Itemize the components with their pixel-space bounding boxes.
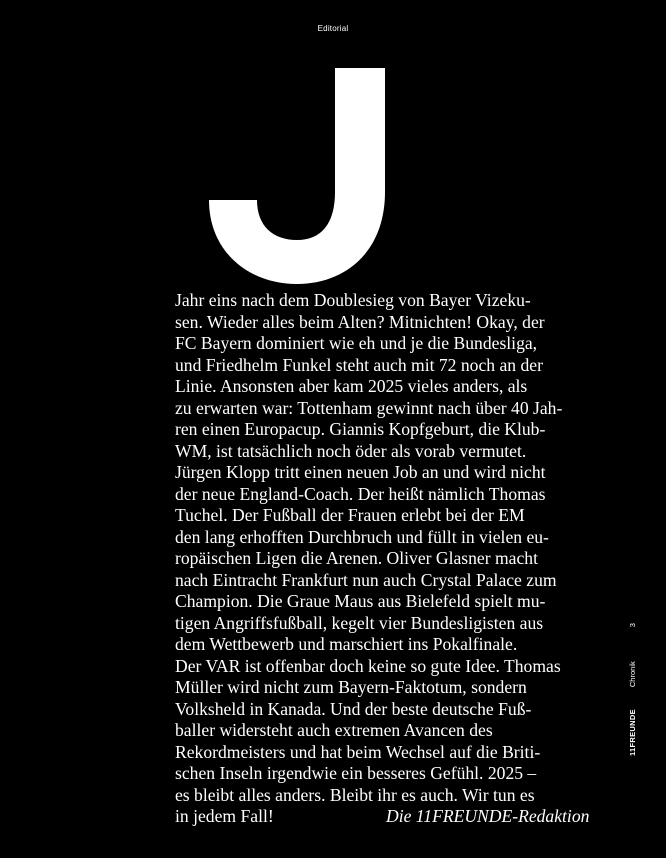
- body-line: Champion. Die Graue Maus aus Bielefeld spielt mu-: [175, 591, 546, 611]
- editorial-body: [175, 290, 615, 828]
- body-line: den lang erhofften Durchbruch und füllt in vielen eu-: [175, 526, 549, 547]
- body-line: Linie. Ansonsten aber kam 2025 vieles anders, als: [175, 376, 528, 396]
- brand-name: 11FREUNDE: [628, 709, 637, 756]
- body-line: Tuchel. Der Fußball der Frauen erlebt bei der EM: [175, 505, 525, 525]
- body-line: Müller wird nicht zum Bayern-Faktotum, sondern: [175, 677, 527, 697]
- body-line: schen Inseln irgendwie ein besseres Gefühl. 2025 –: [175, 763, 537, 783]
- body-line: sen. Wieder alles beim Alten? Mitnichten! Okay, der: [175, 311, 545, 332]
- body-line: zu erwarten war: Tottenham gewinnt nach über 40 Jah-: [175, 397, 563, 418]
- page-footer-sidebar: [624, 596, 642, 756]
- page-number: 3: [628, 623, 637, 628]
- sidebar-section: Chronik: [628, 661, 637, 688]
- dropcap-letter-j: [209, 68, 385, 284]
- body-line: FC Bayern dominiert wie eh und je die Bundesliga,: [175, 333, 538, 353]
- body-line: Volksheld in Kanada. Und der beste deutsche Fuß-: [175, 698, 532, 719]
- body-text: [175, 290, 615, 806]
- body-line: baller widersteht auch extremen Avancen des: [175, 720, 493, 740]
- body-line: ropäischen Ligen die Arenen. Oliver Glasner macht: [175, 548, 538, 568]
- body-line: und Friedhelm Funkel steht auch mit 72 noch an der: [175, 354, 543, 375]
- body-line: der neue England-Coach. Der heißt nämlich Thomas: [175, 483, 546, 504]
- body-line: es bleibt alles anders. Bleibt ihr es auch. Wir tun es: [175, 784, 535, 805]
- body-line: WM, ist tatsächlich noch öder als vorab vermutet.: [175, 440, 527, 461]
- body-line: dem Wettbewerb und marschiert ins Pokalfinale.: [175, 634, 518, 654]
- signature: Die 11FREUNDE-Redaktion: [386, 806, 590, 826]
- body-line: Jahr eins nach dem Doublesieg von Bayer Vizeku-: [175, 290, 531, 310]
- body-line: Jürgen Klopp tritt einen neuen Job an und wird nicht: [175, 462, 546, 482]
- body-line: Rekordmeisters und hat beim Wechsel auf die Briti-: [175, 741, 541, 762]
- last-line: in jedem Fall!: [175, 806, 274, 826]
- last-line-row: [175, 806, 615, 828]
- section-label: Editorial: [317, 24, 349, 33]
- body-line: nach Eintracht Frankfurt nun auch Crystal Palace zum: [175, 569, 557, 590]
- body-line: ren einen Europacup. Giannis Kopfgeburt, die Klub-: [175, 419, 546, 439]
- sidebar-rotated-text: [628, 623, 637, 756]
- body-line: Der VAR ist offenbar doch keine so gute Idee. Thomas: [175, 655, 561, 676]
- body-line: tigen Angriffsfußball, kegelt vier Bundesligisten aus: [175, 612, 544, 633]
